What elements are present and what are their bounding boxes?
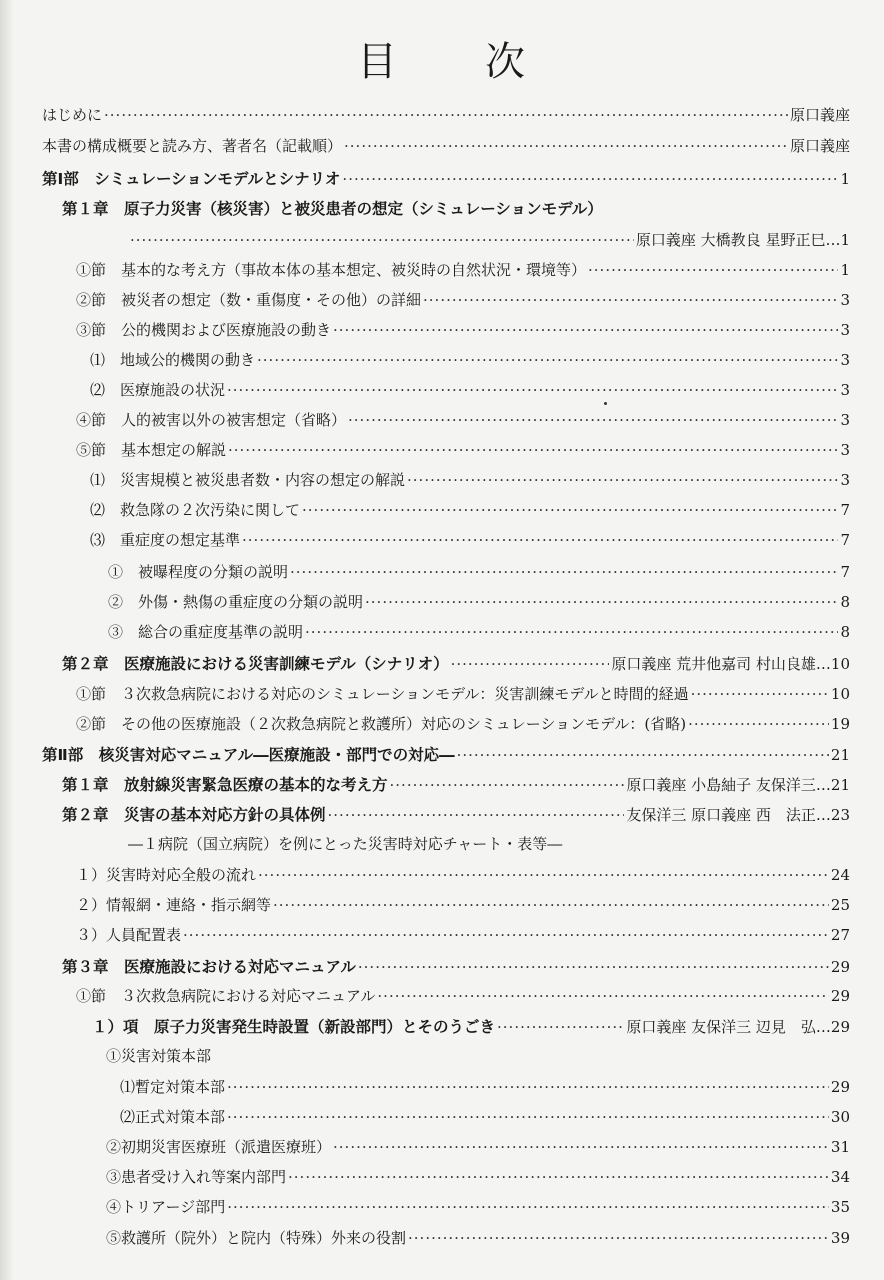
leader-dots bbox=[407, 471, 838, 489]
toc-entry-item bbox=[108, 591, 850, 612]
toc-entry-text: 本書の構成概要と読み方、著者名（記載順） bbox=[42, 137, 343, 155]
toc-entry-subsection bbox=[90, 349, 850, 370]
toc-entry-page: 19 bbox=[830, 715, 850, 733]
toc-entry-part-1-chapter-1: 第１章 原子力災害（核災害）と被災患者の想定（シミュレーションモデル） bbox=[62, 200, 603, 218]
toc-entry-text: １）項 原子力災害発生時設置（新設部門）とそのうごき bbox=[92, 1018, 496, 1036]
toc-entry-subitem bbox=[106, 1166, 850, 1187]
toc-entry-part-2-chapter-2 bbox=[62, 803, 850, 825]
toc-entry-author: 原口義座 bbox=[789, 106, 850, 124]
leader-dots bbox=[408, 1229, 829, 1247]
title-char-2: 次 bbox=[485, 39, 527, 85]
toc-entry-page: 24 bbox=[830, 866, 850, 884]
toc-entry-page: 35 bbox=[830, 1198, 850, 1216]
toc-entry-page: 25 bbox=[830, 896, 850, 914]
leader-dots bbox=[688, 715, 829, 733]
toc-entry-page: 3 bbox=[840, 321, 850, 339]
toc-entry-part-1-chapter-1-authors bbox=[128, 229, 850, 250]
toc-entry-text: ②節 被災者の想定（数・重傷度・その他）の詳細 bbox=[76, 291, 422, 309]
title-char-1: 目 bbox=[357, 39, 399, 85]
toc-entry-text: ⑵ 医療施設の状況 bbox=[90, 381, 226, 399]
toc-entry-page: 3 bbox=[840, 411, 850, 429]
toc-entry-text: 第２章 医療施設における災害訓練モデル（シナリオ） bbox=[62, 655, 449, 673]
toc-entry-page: 1 bbox=[840, 170, 850, 188]
leader-dots bbox=[333, 1138, 829, 1156]
toc-entry-text: ⑶ 重症度の想定基準 bbox=[90, 531, 241, 549]
toc-entry-text: ④節 人的被害以外の被害想定（省略） bbox=[76, 411, 347, 429]
toc-entry-part-2-chapter-1 bbox=[62, 773, 850, 795]
toc-entry-item bbox=[108, 561, 850, 582]
toc-entry-page: 27 bbox=[830, 926, 850, 944]
toc-entry-subitem bbox=[106, 1227, 850, 1248]
toc-entry-text: 第Ⅰ部 シミュレーションモデルとシナリオ bbox=[42, 170, 341, 188]
toc-entry-text: １）災害時対応全般の流れ bbox=[76, 866, 257, 884]
leader-dots bbox=[273, 896, 829, 914]
toc-entry-text: 第１章 放射線災害緊急医療の基本的な考え方 bbox=[62, 776, 388, 794]
toc-entry-text: 第２章 災害の基本対応方針の具体例 bbox=[62, 806, 326, 824]
leader-dots bbox=[288, 1168, 829, 1186]
leader-dots bbox=[451, 655, 610, 673]
leader-dots bbox=[390, 776, 625, 794]
toc-entry-subsection bbox=[76, 864, 850, 885]
toc-entry-author: 原口義座 bbox=[789, 137, 850, 155]
toc-entry-overview bbox=[42, 135, 850, 156]
toc-entry-page: 39 bbox=[830, 1229, 850, 1247]
toc-entry-page: 29 bbox=[830, 987, 850, 1005]
leader-dots bbox=[358, 958, 829, 976]
toc-entry-page: 3 bbox=[840, 471, 850, 489]
leader-dots bbox=[228, 441, 838, 459]
toc-entry-page: 7 bbox=[840, 501, 850, 519]
leader-dots bbox=[227, 1078, 829, 1096]
leader-dots bbox=[348, 411, 838, 429]
toc-entry-subitem-heading: ①災害対策本部 bbox=[106, 1047, 212, 1065]
toc-entry-text: 第３章 医療施設における対応マニュアル bbox=[62, 958, 356, 976]
toc-entry-section bbox=[76, 713, 850, 734]
toc-entry-page: 8 bbox=[840, 623, 850, 641]
toc-entry-subsection bbox=[90, 529, 850, 550]
toc-entry-text: ② 外傷・熱傷の重症度の分類の説明 bbox=[108, 593, 364, 611]
leader-dots bbox=[242, 531, 838, 549]
leader-dots bbox=[691, 685, 829, 703]
toc-entry-page: 7 bbox=[840, 563, 850, 581]
toc-entry-section bbox=[76, 259, 850, 280]
toc-entry-item-heading bbox=[92, 1015, 850, 1037]
toc-entry-text: ⑵正式対策本部 bbox=[120, 1108, 226, 1126]
toc-entry-author: 原口義座 大橋教良 星野正巳…1 bbox=[635, 231, 850, 249]
toc-entry-text: ④トリアージ部門 bbox=[106, 1198, 226, 1216]
toc-entry-page: 30 bbox=[830, 1108, 850, 1126]
toc-entry-text: ⑴ 災害規模と被災患者数・内容の想定の解説 bbox=[90, 471, 406, 489]
toc-entry-text: ⑤救護所（院外）と院内（特殊）外来の役割 bbox=[106, 1229, 407, 1247]
toc-entry-author: 友保洋三 原口義座 西 法正…23 bbox=[626, 806, 850, 824]
toc-entry-page: 29 bbox=[830, 958, 850, 976]
toc-entry-subsection bbox=[90, 499, 850, 520]
toc-entry-page: 21 bbox=[830, 746, 850, 764]
toc-entry-text: ２）情報網・連絡・指示網等 bbox=[76, 896, 272, 914]
toc-entry-page: 7 bbox=[840, 531, 850, 549]
toc-entry-item bbox=[108, 621, 850, 642]
toc-entry-page: 10 bbox=[830, 685, 850, 703]
toc-entry-page: 1 bbox=[840, 261, 850, 279]
toc-entry-section bbox=[76, 985, 850, 1006]
leader-dots bbox=[333, 321, 838, 339]
toc-entry-part-1 bbox=[42, 167, 850, 189]
toc-entry-introduction bbox=[42, 104, 850, 125]
leader-dots bbox=[457, 746, 829, 764]
toc-entry-subtitle: ―１病院（国立病院）を例にとった災害時対応チャート・表等― bbox=[128, 835, 563, 853]
toc-entry-author: 原口義座 小島紬子 友保洋三…21 bbox=[626, 776, 850, 794]
toc-entry-text: ①節 基本的な考え方（事故本体の基本想定、被災時の自然状況・環境等） bbox=[76, 261, 587, 279]
toc-entry-page: 3 bbox=[840, 441, 850, 459]
toc-entry-text: ②節 その他の医療施設（２次救急病院と救護所）対応のシミュレーションモデル：(省略) bbox=[76, 715, 687, 733]
toc-entry-part-2 bbox=[42, 743, 850, 765]
toc-entry-text: ⑴ 地域公的機関の動き bbox=[90, 351, 256, 369]
leader-dots bbox=[423, 291, 838, 309]
leader-dots bbox=[257, 351, 838, 369]
leader-dots bbox=[497, 1018, 624, 1036]
toc-entry-text: ③患者受け入れ等案内部門 bbox=[106, 1168, 287, 1186]
leader-dots bbox=[588, 261, 838, 279]
toc-entry-text: ① 被曝程度の分類の説明 bbox=[108, 563, 289, 581]
toc-entry-section bbox=[76, 289, 850, 310]
toc-entry-page: 31 bbox=[830, 1138, 850, 1156]
toc-entry-subsection bbox=[90, 379, 850, 400]
print-speck bbox=[604, 402, 607, 405]
toc-entry-author: 原口義座 荒井他嘉司 村山良雄…10 bbox=[611, 655, 850, 673]
leader-dots bbox=[342, 170, 838, 188]
leader-dots bbox=[104, 106, 788, 124]
toc-entry-part-2-chapter-3 bbox=[62, 955, 850, 977]
leader-dots bbox=[258, 866, 829, 884]
toc-entry-page: 8 bbox=[840, 593, 850, 611]
toc-entry-part-1-chapter-2 bbox=[62, 652, 850, 674]
toc-entry-text: はじめに bbox=[42, 106, 103, 124]
leader-dots bbox=[305, 623, 838, 641]
toc-entry-section bbox=[76, 439, 850, 460]
toc-entry-text: ⑵ 救急隊の２次汚染に関して bbox=[90, 501, 301, 519]
leader-dots bbox=[328, 806, 625, 824]
toc-entry-subsection bbox=[76, 924, 850, 945]
toc-entry-text: ⑴暫定対策本部 bbox=[120, 1078, 226, 1096]
toc-entry-subsection bbox=[90, 469, 850, 490]
toc-entry-text: ③節 公的機関および医療施設の動き bbox=[76, 321, 332, 339]
leader-dots bbox=[227, 1198, 829, 1216]
leader-dots bbox=[130, 231, 634, 249]
toc-entry-text: ②初期災害医療班（派遣医療班） bbox=[106, 1138, 332, 1156]
toc-entry-page: 34 bbox=[830, 1168, 850, 1186]
toc-entry-text: ⑤節 基本想定の解説 bbox=[76, 441, 227, 459]
toc-entry-page: 3 bbox=[840, 291, 850, 309]
leader-dots bbox=[183, 926, 829, 944]
toc-entry-text: ①節 ３次救急病院における対応のシミュレーションモデル：災害訓練モデルと時間的経過 bbox=[76, 685, 689, 703]
toc-entry-page: 3 bbox=[840, 381, 850, 399]
leader-dots bbox=[290, 563, 838, 581]
toc-entry-subitem bbox=[106, 1136, 850, 1157]
toc-entry-subitem bbox=[106, 1196, 850, 1217]
toc-entry-text: ③ 総合の重症度基準の説明 bbox=[108, 623, 304, 641]
toc-entry-subsection bbox=[76, 894, 850, 915]
leader-dots bbox=[344, 137, 788, 155]
leader-dots bbox=[365, 593, 838, 611]
toc-entry-text: ①節 ３次救急病院における対応マニュアル bbox=[76, 987, 376, 1005]
toc-entry-text: ３）人員配置表 bbox=[76, 926, 182, 944]
toc-entry-section bbox=[76, 319, 850, 340]
toc-entry-page: 3 bbox=[840, 351, 850, 369]
toc-entry-section bbox=[76, 683, 850, 704]
leader-dots bbox=[377, 987, 829, 1005]
toc-entry-section bbox=[76, 409, 850, 430]
leader-dots bbox=[302, 501, 838, 519]
leader-dots bbox=[227, 381, 838, 399]
toc-entry-author: 原口義座 友保洋三 辺見 弘…29 bbox=[626, 1018, 850, 1036]
toc-entry-subitem bbox=[120, 1106, 850, 1127]
toc-entry-page: 29 bbox=[830, 1078, 850, 1096]
toc-entry-text: 第Ⅱ部 核災害対応マニュアル―医療施設・部門での対応― bbox=[42, 746, 455, 764]
leader-dots bbox=[227, 1108, 829, 1126]
toc-entry-subitem bbox=[120, 1076, 850, 1097]
